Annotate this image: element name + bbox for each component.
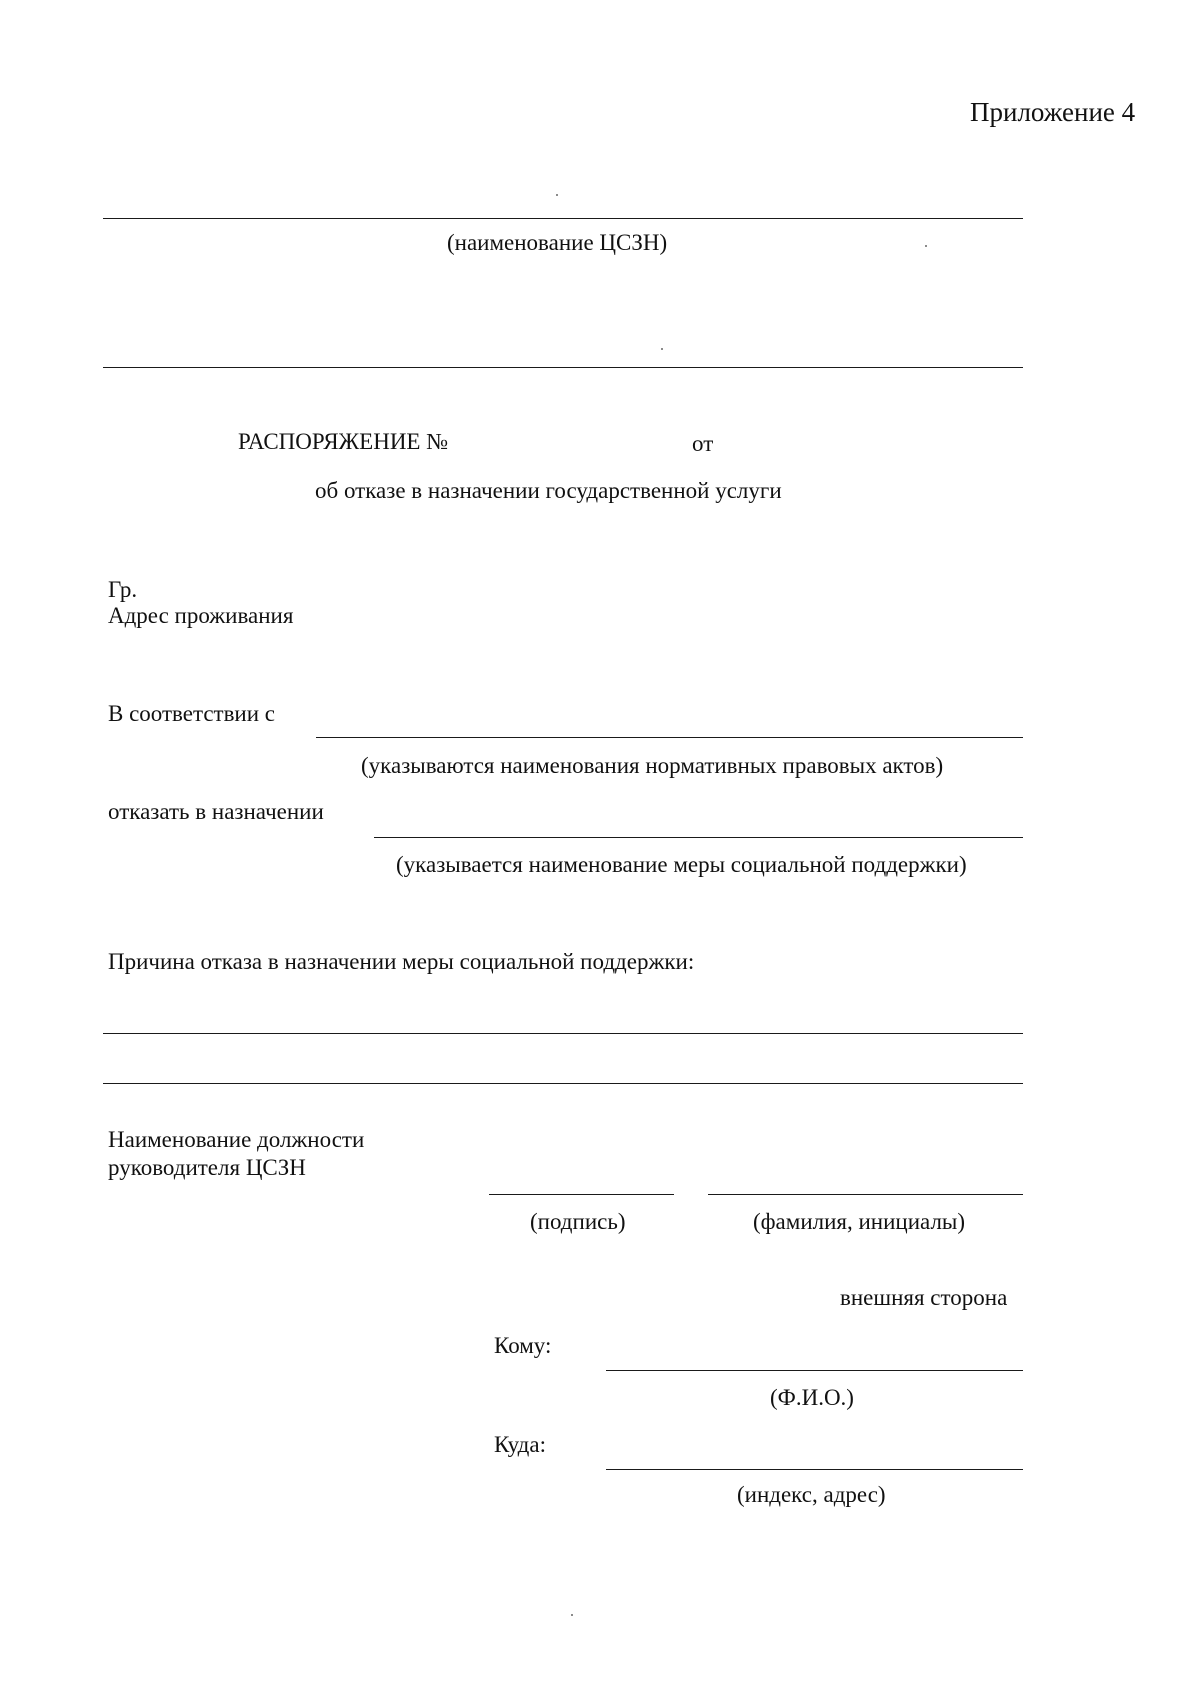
name-line [708, 1194, 1023, 1195]
org-extra-line [103, 367, 1023, 368]
address-caption: (индекс, адрес) [737, 1482, 886, 1507]
refusal-caption: (указывается наименование меры социальной поддержки) [396, 852, 967, 877]
basis-caption: (указываются наименования нормативных правовых актов) [361, 753, 944, 778]
reason-line-1 [103, 1033, 1023, 1034]
address-line [606, 1469, 1023, 1470]
signature-caption: (подпись) [530, 1209, 626, 1234]
reason-label: Причина отказа в назначении меры социальной поддержки: [108, 949, 695, 974]
scan-speck [571, 1614, 573, 1616]
org-name-line [103, 218, 1023, 219]
position-line-2: руководителя ЦСЗН [108, 1155, 306, 1180]
position-line-1: Наименование должности [108, 1127, 365, 1152]
basis-line [316, 737, 1023, 738]
scan-speck [925, 245, 927, 247]
order-subject: об отказе в назначении государственной услуги [315, 478, 782, 503]
order-title: РАСПОРЯЖЕНИЕ № [238, 429, 449, 454]
address-label: Адрес проживания [108, 603, 294, 628]
refusal-label: отказать в назначении [108, 799, 324, 824]
envelope-side-label: внешняя сторона [840, 1285, 1008, 1310]
org-caption: (наименование ЦСЗН) [447, 230, 668, 255]
name-caption: (фамилия, инициалы) [753, 1209, 966, 1234]
appendix-label: Приложение 4 [970, 97, 1136, 127]
citizen-label: Гр. [108, 577, 138, 602]
refusal-line [374, 837, 1023, 838]
recipient-caption: (Ф.И.О.) [770, 1385, 854, 1410]
scan-speck [556, 194, 558, 196]
scan-speck [661, 348, 663, 350]
signature-line [489, 1194, 674, 1195]
recipient-line [606, 1370, 1023, 1371]
recipient-label: Кому: [494, 1333, 552, 1358]
reason-line-2 [103, 1083, 1023, 1084]
address-field-label: Куда: [494, 1432, 546, 1457]
basis-label: В соответствии с [108, 701, 276, 726]
order-date-word: от [692, 431, 714, 456]
